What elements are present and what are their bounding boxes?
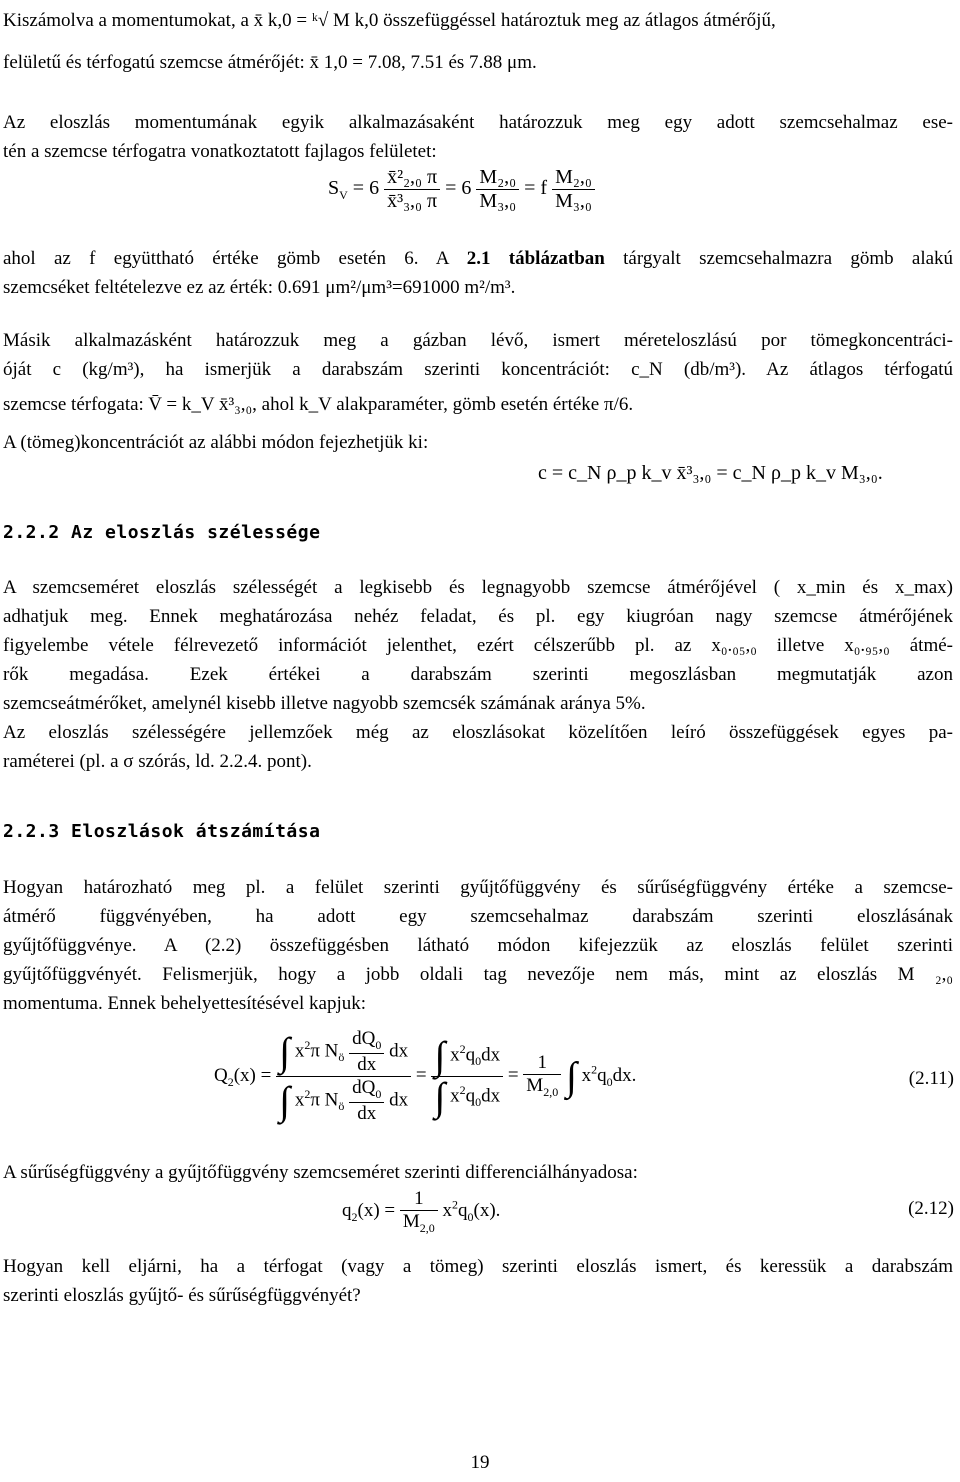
eq-text: = — [507, 1064, 524, 1086]
eq-text: $q_2(x)$ = — [342, 1200, 396, 1225]
fraction-1 — [384, 166, 440, 213]
equation-number-2-12: (2.12) — [908, 1198, 954, 1219]
section1-line: rők megadása. Ezek értékei a darabszám szerinti megoszlásban megmutatják azon — [3, 664, 953, 685]
para4-line-1: Másik alkalmazásként határozzuk meg a gázban lévő, ismert méreteloszlású por tömegkoncentráci- — [3, 330, 953, 351]
fraction-3 — [552, 166, 595, 213]
numerator: M₂,₀ — [552, 166, 595, 190]
section-heading-2-2-3: 2.2.3 Eloszlások átszámítása — [3, 821, 321, 842]
para3-line-2: szemcséket feltételezve ez az érték: 0.691 μm²/μm³=691000 m²/m³. — [3, 277, 516, 298]
numerator: ∫ $x^2\pi$ $N_ö$ $\frac{dQ_0}{dx}$ dx — [276, 1028, 411, 1077]
eq-part: = f — [524, 177, 548, 200]
text: összefüggéssel határoztuk meg az átlagos átmérőjű, — [383, 10, 776, 31]
section1-line: Az eloszlás szélességére jellemzőek még az eloszlásokat közelítően leíró összefüggések egyes pa- — [3, 722, 953, 743]
para4-line-3: szemcse térfogata: V̄ = k_V x̄³₃,₀, ahol k_V alakparaméter, gömb esetén értéke π/6. — [3, 394, 634, 415]
para4-line-4: A (tömeg)koncentrációt az alábbi módon fejezhetjük ki: — [3, 432, 429, 453]
numerator: ∫ $x^2q_0dx$ — [431, 1036, 503, 1077]
numerator: x̄²₂,₀ π — [384, 166, 440, 190]
section1-line: raméterei (pl. a σ szórás, ld. 2.2.4. pont). — [3, 751, 312, 772]
fraction-2 — [476, 166, 519, 213]
section1-line: A szemcseméret eloszlás szélességét a legkisebb és legnagyobb szemcse átmérőjével ( x_min és x_max) — [3, 577, 953, 598]
eq-part: = 6 — [352, 177, 380, 200]
page-number: 19 — [470, 1452, 490, 1473]
fraction-big-2 — [431, 1032, 503, 1119]
section1-line: figyelembe vétele félrevezető információt jelenthet, ezért célszerűbb pl. az x₀.₀₅,₀ illetve x₀.₉₅,₀ átmé- — [3, 635, 953, 656]
denominator: M₃,₀ — [555, 190, 592, 212]
equation-number-2-11: (2.11) — [908, 1068, 954, 1089]
denominator: x̄³₃,₀ π — [387, 190, 438, 212]
section2-line: gyűjtőfüggvényét. Felismerjük, hogy a jobb oldali tag nevezője nem más, mint az eloszlás M ₂,₀ — [3, 964, 953, 985]
section2-line: átmérő függvényében, ha adott egy szemcsehalmaz darabszám szerinti eloszlásának — [3, 906, 953, 927]
equation-specific-surface — [328, 166, 595, 213]
section1-line: szemcseátmérőket, amelynél kisebb illetve nagyobb szemcsék számának aránya 5%. — [3, 693, 646, 714]
eq-text: ∫ $x^2q_0dx$. — [565, 1053, 637, 1099]
section2-line: Hogyan kell eljárni, ha a térfogat (vagy a tömeg) szerinti eloszlás ismert, és keressük a darabszám — [3, 1256, 953, 1277]
equation-2-12 — [342, 1188, 500, 1236]
section2-line: A sűrűségfüggvény a gyűjtőfüggvény szemcseméret szerinti differenciálhányadosa: — [3, 1162, 638, 1183]
para2-line-1: Az eloszlás momentumának egyik alkalmazásaként határozzuk meg egy adott szemcsehalmaz ese- — [3, 112, 953, 133]
section-heading-2-2-2: 2.2.2 Az eloszlás szélessége — [3, 522, 321, 543]
equation-concentration: c = c_N ρ_p k_v x̄³₃,₀ = c_N ρ_p k_v M₃,₀. — [538, 462, 883, 484]
table-reference: 2.1 táblázatban — [466, 248, 605, 269]
moment-formula: x̄ k,0 = ᵏ√ M k,0 — [253, 10, 379, 31]
eq-text: = — [415, 1064, 432, 1086]
intro-line-2 — [3, 48, 953, 77]
numerator: M₂,₀ — [476, 166, 519, 190]
section2-line: momentuma. Ennek behelyettesítésével kapjuk: — [3, 993, 367, 1014]
equation-2-11 — [214, 1028, 636, 1125]
eq-part: = 6 — [445, 177, 472, 200]
fraction: $\frac{1}{M_{2,0}}$ — [400, 1188, 438, 1236]
intro-line-1 — [3, 6, 953, 35]
eq-text: $x^2q_0(x)$. — [442, 1197, 501, 1225]
text: tárgyalt szemcsehalmazra gömb alakú — [623, 248, 954, 269]
fraction-small: $\frac{1}{M_{2,0}}$ — [523, 1052, 561, 1100]
para3-line-1 — [3, 244, 953, 273]
diameter-values: x̄ 1,0 = 7.08, 7.51 és 7.88 μm. — [309, 52, 537, 73]
denominator: ∫ $x^2q_0dx$ — [434, 1073, 501, 1119]
denominator: ∫ $x^2\pi$ $N_ö$ $\frac{dQ_0}{dx}$ dx — [279, 1076, 409, 1124]
eq-sub: V — [339, 188, 348, 203]
section2-line: Hogyan határozható meg pl. a felület szerinti gyűjtőfüggvény és sűrűségfüggvény értéke a szemcse- — [3, 877, 953, 898]
denominator: M₃,₀ — [479, 190, 517, 212]
text: felületű és térfogatú szemcse átmérőjét: — [3, 52, 305, 73]
section1-line: adhatjuk meg. Ennek meghatározása nehéz feladat, és pl. egy kiugróan nagy szemcse átmérőjének — [3, 606, 953, 627]
eq-text: $Q_2(x)$ = — [214, 1064, 272, 1089]
text: Kiszámolva a momentumokat, a — [3, 10, 249, 31]
para4-line-2: óját c (kg/m³), ha ismerjük a darabszám szerinti koncentrációt: c_N (db/m³). Az átlagos térfogatú — [3, 359, 953, 380]
section2-line: szerinti eloszlás gyűjtő- és sűrűségfüggvényét? — [3, 1285, 361, 1306]
fraction-big-1 — [276, 1028, 411, 1125]
eq-symbol: S — [328, 177, 340, 200]
section2-line: gyűjtőfüggvénye. A (2.2) összefüggésben látható módon kifejezzük az eloszlás felület szerinti — [3, 935, 953, 956]
text: ahol az f együttható értéke gömb esetén 6. A — [3, 248, 449, 269]
para2-line-2: tén a szemcse térfogatra vonatkoztatott fajlagos felületet: — [3, 141, 437, 162]
